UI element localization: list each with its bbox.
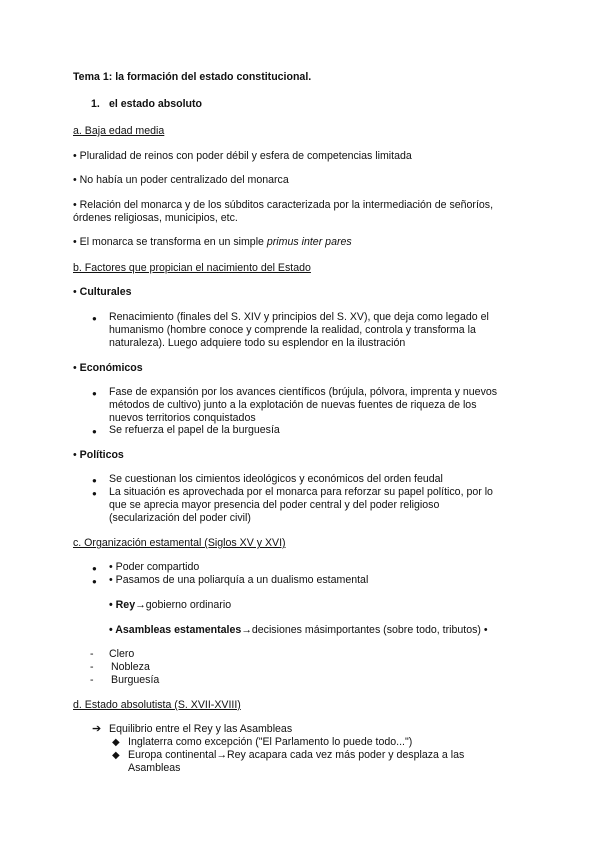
bullet: • [73, 362, 77, 374]
list-item: • No había un poder centralizado del monarca [73, 174, 289, 186]
list-item: Se cuestionan los cimientos ideológicos y económicos del orden feudal [109, 473, 443, 485]
list-item-continuation: humanismo (hombre conoce y comprende la realidad, controla y transforma la [109, 324, 476, 336]
bullet-icon: ● [92, 314, 97, 323]
bullet: • [73, 449, 77, 461]
category-heading [73, 449, 124, 462]
dash-marker: - [90, 661, 94, 673]
list-item-continuation: Asambleas [128, 762, 181, 774]
list-item-continuation: métodos de cultivo) junto a la explotación de nuevas fuentes de riqueza de los [109, 399, 477, 411]
list-item: • Relación del monarca y de los súbditos caracterizada por la intermediación de señoríos, [73, 199, 494, 211]
dash-marker: - [90, 674, 94, 686]
monarca-text: • El monarca se transforma en un simple [73, 236, 267, 248]
list-item-continuation: naturaleza). Luego adquiere todo su esplendor en la ilustración [109, 337, 406, 349]
bullet: • [73, 286, 77, 298]
category-label: Políticos [79, 449, 124, 461]
list-item-continuation: nuevos territorios conquistados [109, 412, 256, 424]
document-title: Tema 1: la formación del estado constitucional. [73, 71, 312, 83]
bullet-icon: ● [92, 427, 97, 436]
list-item [73, 236, 352, 249]
list-item: • Pasamos de una poliarquía a un dualismo estamental [109, 574, 369, 586]
list-item: Europa continental→Rey acapara cada vez más poder y desplaza a las [128, 749, 465, 761]
bullet-icon: ● [92, 489, 97, 498]
list-item: • Poder compartido [109, 561, 200, 573]
asambleas-label: • Asambleas estamentales [109, 624, 242, 636]
estamento-item: Nobleza [111, 661, 150, 673]
category-label: Económicos [79, 362, 143, 374]
list-item: Equilibrio entre el Rey y las Asambleas [109, 723, 293, 735]
bullet-icon: ● [92, 564, 97, 573]
arrow-icon: ➔ [92, 723, 102, 735]
subsection-b-heading: b. Factores que propician el nacimiento del Estado [73, 262, 311, 274]
monarca-italic-text: primus inter pares [266, 236, 352, 248]
section-heading: el estado absoluto [109, 98, 203, 110]
rey-label: • Rey [109, 599, 136, 611]
bullet-icon: ● [92, 577, 97, 586]
dash-marker: - [90, 648, 94, 660]
subsection-c-heading: c. Organización estamental (Siglos XV y XVI) [73, 537, 286, 549]
list-item: La situación es aprovechada por el monarca para reforzar su papel político, por lo [109, 486, 493, 498]
list-item: Renacimiento (finales del S. XIV y principios del S. XV), que deja como legado el [109, 311, 489, 323]
rey-line [109, 599, 231, 612]
bullet-icon: ● [92, 389, 97, 398]
bullet-icon: ● [92, 476, 97, 485]
list-item: Se refuerza el papel de la burguesía [109, 424, 280, 436]
estamento-item: Clero [109, 648, 135, 660]
list-item-continuation: (secularización del poder civil) [109, 512, 251, 524]
estamento-item: Burguesía [111, 674, 160, 686]
list-item: Fase de expansión por los avances científicos (brújula, pólvora, imprenta y nuevos [109, 386, 498, 398]
list-item: Inglaterra como excepción ("El Parlamento lo puede todo...") [128, 736, 413, 748]
subsection-a-heading: a. Baja edad media [73, 125, 165, 137]
asambleas-line [109, 624, 488, 637]
asambleas-description: →decisiones másimportantes (sobre todo, tributos) • [241, 624, 488, 636]
category-heading [73, 286, 131, 299]
category-label: Culturales [79, 286, 132, 298]
list-item: • Pluralidad de reinos con poder débil y esfera de competencias limitada [73, 150, 412, 162]
section-number: 1. [91, 98, 100, 110]
subsection-d-heading: d. Estado absolutista (S. XVII-XVIII) [73, 699, 241, 711]
rey-description: →gobierno ordinario [135, 599, 232, 611]
list-item-continuation: órdenes religiosas, municipios, etc. [73, 212, 238, 224]
diamond-icon: ◆ [112, 737, 120, 748]
category-heading [73, 362, 143, 375]
list-item-continuation: que se aprecia mayor presencia del poder central y del poder religioso [109, 499, 440, 511]
diamond-icon: ◆ [112, 750, 120, 761]
